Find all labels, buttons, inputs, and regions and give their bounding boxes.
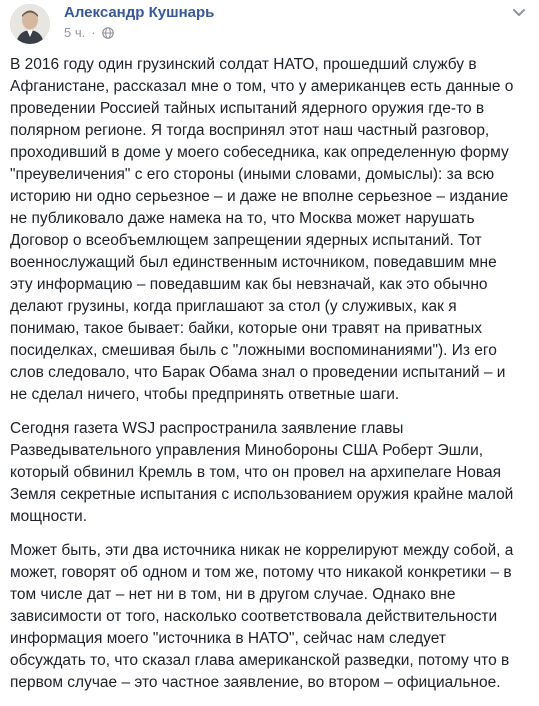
post-paragraph: Может быть, эти два источника никак не коррелируют между собой, а может, говорят об одном и том же, потому что никакой конкретики – в том числе дат – нет ни в том, ни в другом случае. Однако вне зависимости от того, насколько соответствовала действительности информация моего "источника в НАТО", сейчас нам следует обсуждать то, что сказал глава американской разведки, потому что в первом случае – это частное заявление, во втором – официальное. (10, 542, 514, 691)
post-time[interactable]: 5 ч. (64, 25, 86, 40)
post-meta (64, 25, 114, 40)
globe-icon[interactable] (102, 27, 114, 39)
post-text (10, 54, 529, 706)
post-paragraph: В 2016 году один грузинский солдат НАТО, прошедший службу в Афганистане, рассказал мне о том, что у американцев есть данные о проведении Россией тайных испытаний ядерного оружия где-то в полярном регионе. Я тогда воспринял этот наш частный разговор, проходивший в доме у моего собеседника, как определенную форму "преувеличения" с его стороны (иными словами, домыслы): за всю историю ни одно серьезное – и даже не вполне серьезное – издание не публиковало даже намека на то, что Москва может нарушать Договор о всеобъемлющем запрещении ядерных испытаний. Тот военнослужащий был единственным источником, поведавшим мне эту информацию – поведавшим как бы невзначай, как это обычно делают грузины, когда приглашают за стол (у служивых, как я понимаю, такое бывает: байки, которые они травят на приватных посиделках, смешивая быль с "ложными воспоминаниями"). Из его слов следовало, что Барак Обама знал о проведении испытаний – и не сделал ничего, чтобы предпринять ответные шаги. (10, 56, 514, 403)
avatar[interactable] (10, 4, 50, 44)
chevron-down-icon[interactable] (511, 4, 527, 20)
post-header (10, 4, 529, 48)
post-paragraph: Сегодня газета WSJ распространила заявление главы Разведывательного управления Минобороны США Роберт Эшли, который обвинил Кремль в том, что он провел на архипелаге Новая Земля секретные испытания с использованием оружия крайне малой мощности. (10, 420, 514, 525)
meta-separator: · (91, 25, 96, 40)
author-name[interactable]: Александр Кушнарь (64, 4, 215, 21)
